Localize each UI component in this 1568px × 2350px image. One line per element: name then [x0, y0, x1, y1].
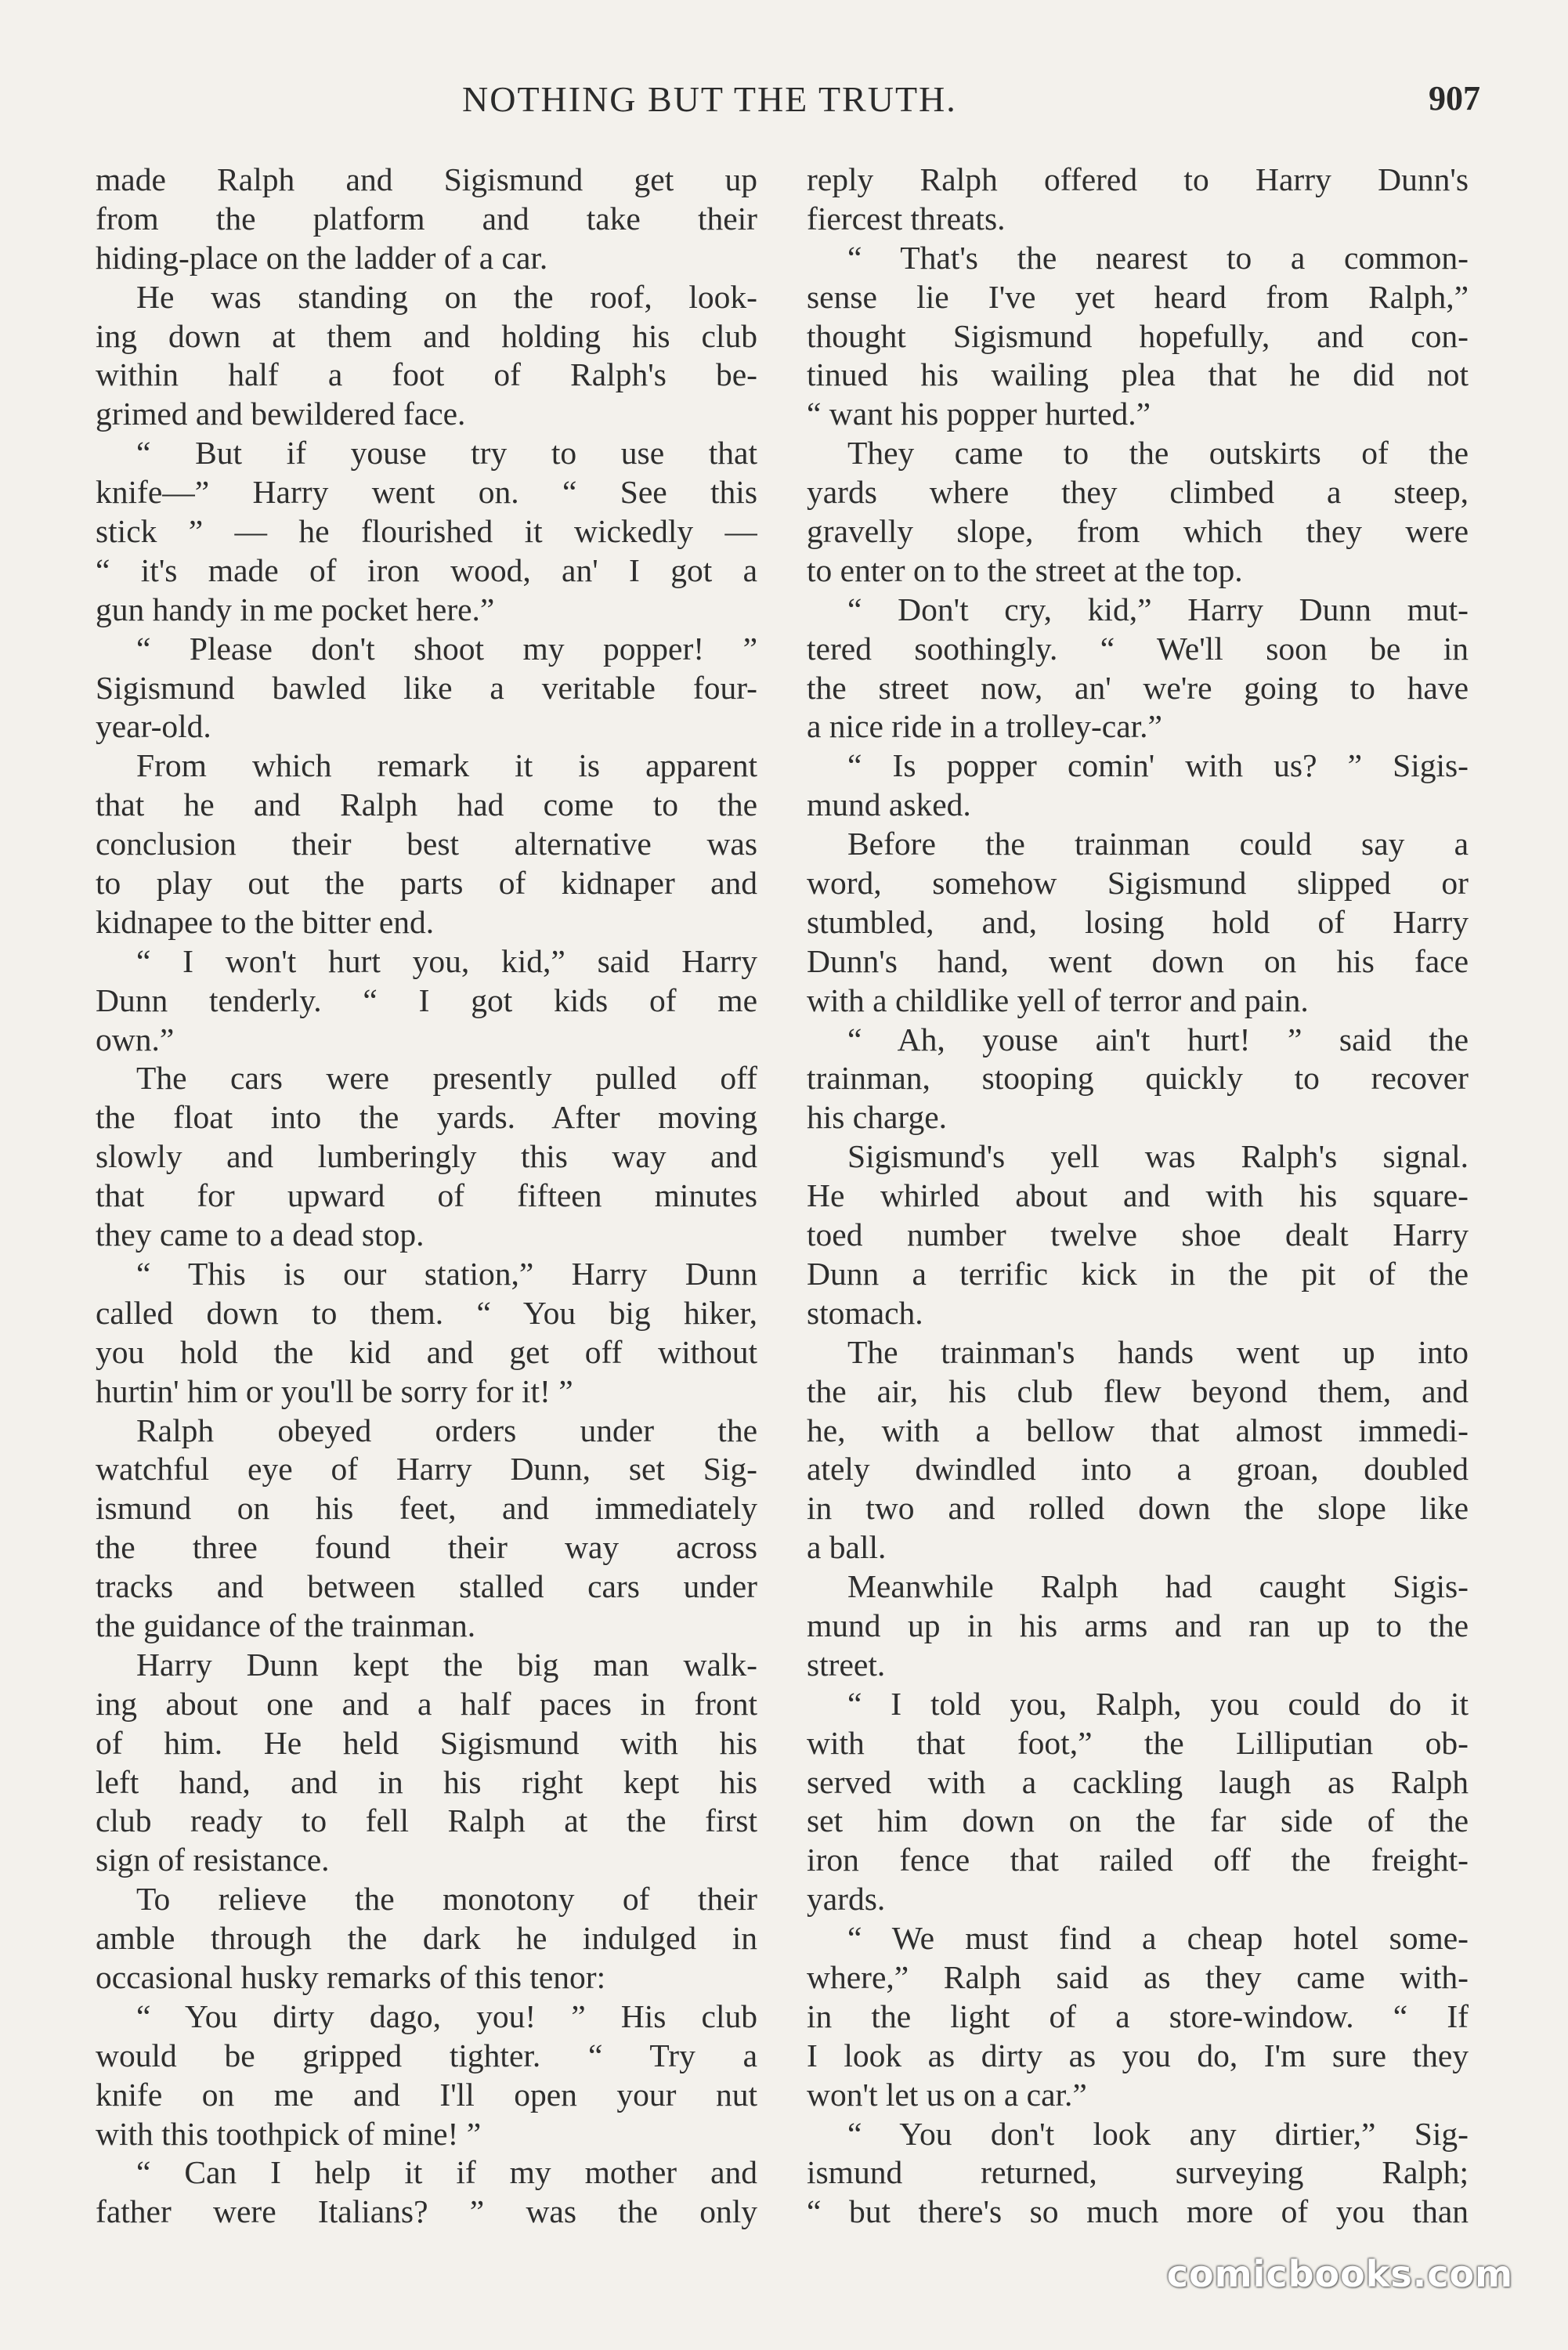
text-line: tered soothingly. “ We'll soon be in [807, 630, 1469, 667]
text-line: toed number twelve shoe dealt Harry [807, 1217, 1469, 1253]
text-line: stumbled, and, losing hold of Harry [807, 903, 1469, 940]
text-line: “ This is our station,” Harry Dunn [136, 1255, 757, 1292]
text-line: The cars were presently pulled off [136, 1060, 757, 1097]
text-line: gravelly slope, from which they were [807, 513, 1469, 550]
text-line: sense lie I've yet heard from Ralph,” [807, 278, 1469, 315]
text-line: where,” Ralph said as they came with- [807, 1958, 1469, 1995]
text-line: They came to the outskirts of the [847, 435, 1469, 472]
text-line: the guidance of the trainman. [96, 1607, 476, 1643]
text-line: mund up in his arms and ran up to the [807, 1607, 1469, 1643]
text-line: ately dwindled into a groan, doubled [807, 1451, 1469, 1488]
text-line: with this toothpick of mine! ” [96, 2115, 482, 2152]
text-line: fiercest threats. [807, 200, 1006, 237]
text-line: of him. He held Sigismund with his [96, 1724, 757, 1761]
text-line: his charge. [807, 1099, 948, 1136]
text-line: “ it's made of iron wood, an' I got a [96, 551, 757, 588]
text-line: to enter on to the street at the top. [807, 551, 1243, 588]
text-line: “ but there's so much more of you than [807, 2193, 1469, 2230]
text-line: ismund on his feet, and immediately [96, 1490, 757, 1527]
text-line: “ I won't hurt you, kid,” said Harry [136, 942, 757, 979]
text-line: “ You dirty dago, you! ” His club [136, 1998, 757, 2034]
text-line: yards. [807, 1881, 886, 1918]
text-line: “ We must find a cheap hotel some- [847, 1920, 1469, 1957]
text-line: I look as dirty as you do, I'm sure they [807, 2037, 1469, 2073]
text-line: mund asked. [807, 786, 971, 823]
text-line: the street now, an' we're going to have [807, 669, 1469, 706]
text-line: the air, his club flew beyond them, and [807, 1372, 1469, 1409]
text-line: knife—” Harry went on. “ See this [96, 474, 757, 511]
text-line: a nice ride in a trolley-car.” [807, 708, 1162, 745]
text-line: set him down on the far side of the [807, 1802, 1469, 1839]
text-line: made Ralph and Sigismund get up [96, 161, 757, 197]
text-line: “ Please don't shoot my popper! ” [136, 630, 757, 667]
right-text-column [807, 161, 1469, 2232]
text-line: hiding-place on the ladder of a car. [96, 239, 548, 276]
text-line: occasional husky remarks of this tenor: [96, 1958, 606, 1995]
text-line: within half a foot of Ralph's be- [96, 356, 757, 393]
text-line: amble through the dark he indulged in [96, 1920, 757, 1957]
text-line: would be gripped tighter. “ Try a [96, 2037, 757, 2073]
text-line: kidnapee to the bitter end. [96, 903, 435, 940]
text-line: sign of resistance. [96, 1842, 330, 1878]
text-line: grimed and bewildered face. [96, 396, 466, 432]
text-line: with a childlike yell of terror and pain. [807, 982, 1309, 1018]
text-line: a ball. [807, 1529, 887, 1566]
text-line: He was standing on the roof, look- [136, 278, 757, 315]
text-line: in two and rolled down the slope like [807, 1490, 1469, 1527]
text-line: tinued his wailing plea that he did not [807, 356, 1469, 393]
text-line: He whirled about and with his square- [807, 1177, 1469, 1214]
text-line: own.” [96, 1021, 175, 1058]
text-line: “ That's the nearest to a common- [847, 239, 1469, 276]
text-line: watchful eye of Harry Dunn, set Sig- [96, 1451, 757, 1488]
text-line: served with a cackling laugh as Ralph [807, 1763, 1469, 1800]
text-line: slowly and lumberingly this way and [96, 1138, 757, 1175]
text-line: won't let us on a car.” [807, 2076, 1087, 2113]
text-line: left hand, and in his right kept his [96, 1763, 757, 1800]
text-line: From which remark it is apparent [136, 747, 757, 784]
text-line: ismund returned, surveying Ralph; [807, 2154, 1469, 2191]
text-line: stick ” — he flourished it wickedly — [96, 513, 757, 550]
text-line: “ Is popper comin' with us? ” Sigis- [847, 747, 1469, 784]
text-line: gun handy in me pocket here.” [96, 591, 495, 627]
text-line: they came to a dead stop. [96, 1217, 425, 1253]
text-line: tracks and between stalled cars under [96, 1568, 757, 1605]
text-line: To relieve the monotony of their [136, 1881, 757, 1918]
text-line: Dunn tenderly. “ I got kids of me [96, 982, 757, 1018]
text-line: that he and Ralph had come to the [96, 786, 757, 823]
watermark-logo: comicbooks.com [1166, 2253, 1513, 2295]
text-line: in the light of a store-window. “ If [807, 1998, 1469, 2034]
text-line: “ You don't look any dirtier,” Sig- [847, 2115, 1469, 2152]
text-line: “ Ah, youse ain't hurt! ” said the [847, 1021, 1469, 1058]
text-line: yards where they climbed a steep, [807, 474, 1469, 511]
text-line: conclusion their best alternative was [96, 826, 757, 862]
text-line: “ I told you, Ralph, you could do it [847, 1685, 1469, 1722]
text-line: “ want his popper hurted.” [807, 396, 1151, 432]
text-line: thought Sigismund hopefully, and con- [807, 317, 1469, 354]
text-line: word, somehow Sigismund slipped or [807, 865, 1469, 902]
text-line: ing down at them and holding his club [96, 317, 757, 354]
text-line: club ready to fell Ralph at the first [96, 1802, 757, 1839]
page-header [94, 78, 1480, 125]
running-title: NOTHING BUT THE TRUTH. [462, 79, 957, 119]
text-line: iron fence that railed off the freight- [807, 1842, 1469, 1878]
text-line: The trainman's hands went up into [847, 1333, 1469, 1370]
text-line: ing about one and a half paces in front [96, 1685, 757, 1722]
text-line: hurtin' him or you'll be sorry for it! ” [96, 1372, 573, 1409]
text-line: year-old. [96, 708, 211, 745]
text-line: with that foot,” the Lilliputian ob- [807, 1724, 1469, 1761]
text-line: from the platform and take their [96, 200, 757, 237]
page-number: 907 [1429, 79, 1480, 118]
text-line: stomach. [807, 1294, 923, 1331]
text-line: the three found their way across [96, 1529, 757, 1566]
text-line: knife on me and I'll open your nut [96, 2076, 757, 2113]
text-line: Harry Dunn kept the big man walk- [136, 1646, 757, 1683]
text-line: Before the trainman could say a [847, 826, 1469, 862]
left-text-column [96, 161, 757, 2232]
text-line: “ Don't cry, kid,” Harry Dunn mut- [847, 591, 1469, 627]
text-line: street. [807, 1646, 886, 1683]
text-line: the float into the yards. After moving [96, 1099, 757, 1136]
text-line: Ralph obeyed orders under the [136, 1412, 757, 1448]
text-line: Dunn a terrific kick in the pit of the [807, 1255, 1469, 1292]
text-line: trainman, stooping quickly to recover [807, 1060, 1469, 1097]
text-line: called down to them. “ You big hiker, [96, 1294, 757, 1331]
text-line: Dunn's hand, went down on his face [807, 942, 1469, 979]
text-line: Sigismund's yell was Ralph's signal. [847, 1138, 1469, 1175]
text-line: father were Italians? ” was the only [96, 2193, 757, 2230]
text-line: to play out the parts of kidnaper and [96, 865, 757, 902]
text-line: “ But if youse try to use that [136, 435, 757, 472]
text-line: he, with a bellow that almost immedi- [807, 1412, 1469, 1448]
text-line: Sigismund bawled like a veritable four- [96, 669, 757, 706]
text-line: Meanwhile Ralph had caught Sigis- [847, 1568, 1469, 1605]
text-line: reply Ralph offered to Harry Dunn's [807, 161, 1469, 197]
text-line: you hold the kid and get off without [96, 1333, 757, 1370]
text-line: “ Can I help it if my mother and [136, 2154, 757, 2191]
text-line: that for upward of fifteen minutes [96, 1177, 757, 1214]
